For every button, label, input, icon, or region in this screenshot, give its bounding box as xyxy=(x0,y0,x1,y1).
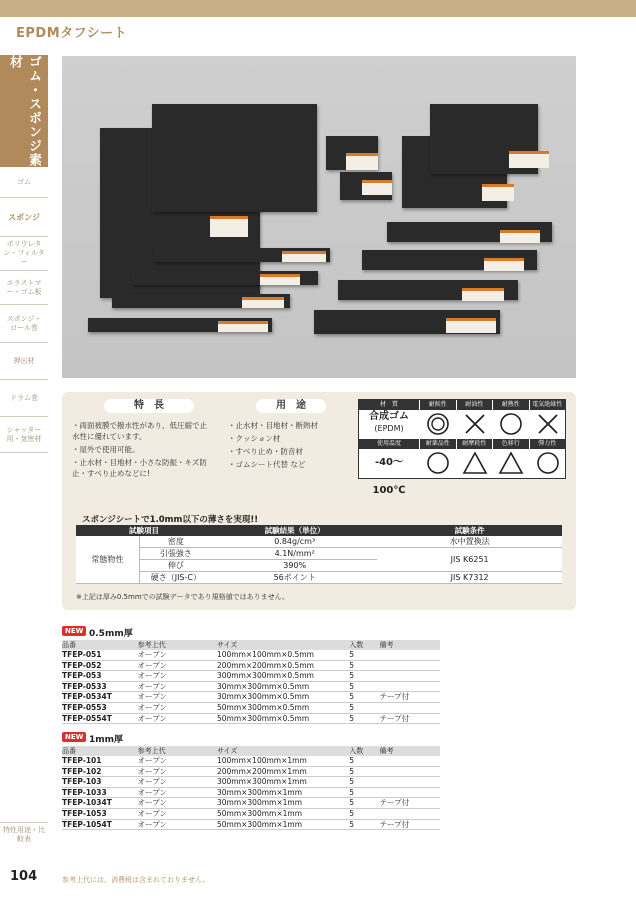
spec-header-cell: 入数 xyxy=(349,640,379,650)
circle-mark-icon xyxy=(425,450,451,476)
remarks xyxy=(380,650,441,660)
quantity: 5 xyxy=(349,766,379,777)
quantity: 5 xyxy=(349,671,379,682)
test-cell: 硬さ（JIS-C） xyxy=(139,572,212,584)
sidebar-item-drum[interactable]: ドラム巻 xyxy=(0,380,48,417)
quantity: 5 xyxy=(349,702,379,713)
spec-header-cell: 備考 xyxy=(380,640,441,650)
feature-item: ・屋外で使用可能。 xyxy=(72,445,140,454)
remarks xyxy=(380,681,441,692)
double-circle-mark-icon xyxy=(425,411,451,437)
spec-header-cell: サイズ xyxy=(217,640,349,650)
table-row xyxy=(62,660,440,671)
test-row xyxy=(76,536,562,548)
product-size: 200mm×200mm×1mm xyxy=(217,766,349,777)
test-cell: 56ポイント xyxy=(212,572,377,584)
test-cell: 引張強さ xyxy=(139,548,212,560)
use-item: ・ゴムシート代替 など xyxy=(228,460,306,469)
sidebar-heading: ゴム・スポンジ素材 xyxy=(0,55,48,167)
product-size: 100mm×100mm×0.5mm xyxy=(217,650,349,660)
product-label xyxy=(500,230,540,243)
reference-price: オープン xyxy=(138,692,217,703)
product-code: TFEP-1054T xyxy=(62,819,138,830)
table-row xyxy=(62,787,440,798)
test-note: ※上記は厚み0.5mmでの試験データであり規格値ではありません。 xyxy=(76,593,290,601)
product-size: 300mm×300mm×0.5mm xyxy=(217,671,349,682)
rating-label: 電気絶縁性 xyxy=(530,400,566,410)
product-size: 30mm×300mm×1mm xyxy=(217,787,349,798)
quantity: 5 xyxy=(349,787,379,798)
table-row xyxy=(62,766,440,777)
sidebar-item-sponge[interactable]: スポンジ xyxy=(0,198,48,237)
use-item: ・クッション材 xyxy=(228,434,281,443)
remarks: テープ付 xyxy=(380,819,441,830)
remarks xyxy=(380,777,441,788)
test-cell: JIS K7312 xyxy=(377,572,562,584)
reference-price: オープン xyxy=(138,777,217,788)
reference-price: オープン xyxy=(138,756,217,766)
test-cell: 390% xyxy=(212,560,377,572)
test-cell: JIS K6251 xyxy=(377,548,562,572)
test-lead: スポンジシートで1.0mm以下の薄さを実現!! xyxy=(82,515,259,525)
rating-label: 耐摩耗性 xyxy=(457,439,493,449)
product-size: 300mm×300mm×1mm xyxy=(217,777,349,788)
cross-mark-icon xyxy=(535,411,561,437)
reference-price: オープン xyxy=(138,808,217,819)
spec-table-1mm xyxy=(62,746,440,830)
product-size: 50mm×300mm×1mm xyxy=(217,819,349,830)
spec-header-cell: 参考上代 xyxy=(138,746,217,756)
test-group-label: 常態物性 xyxy=(76,536,139,584)
product-code: TFEP-103 xyxy=(62,777,138,788)
product-code: TFEP-1053 xyxy=(62,808,138,819)
reference-price: オープン xyxy=(138,787,217,798)
quantity: 5 xyxy=(349,756,379,766)
spec-header-cell: サイズ xyxy=(217,746,349,756)
product-code: TFEP-053 xyxy=(62,671,138,682)
uses-list xyxy=(228,420,352,472)
product-label xyxy=(260,274,300,285)
material-header: 材 質 xyxy=(359,400,419,410)
features-list xyxy=(72,420,212,481)
remarks xyxy=(380,671,441,682)
use-item: ・止水材・目地材・断熱材 xyxy=(228,421,318,430)
reference-price: オープン xyxy=(138,766,217,777)
product-code: TFEP-051 xyxy=(62,650,138,660)
product-code: TFEP-101 xyxy=(62,756,138,766)
category-sidebar xyxy=(0,55,48,453)
reference-price: オープン xyxy=(138,650,217,660)
spec-header-cell: 品番 xyxy=(62,640,138,650)
product-size: 50mm×300mm×0.5mm xyxy=(217,713,349,724)
product-label xyxy=(346,153,378,170)
new-badge: NEW xyxy=(62,732,86,742)
quantity: 5 xyxy=(349,819,379,830)
feature-panel xyxy=(62,392,576,610)
table-row xyxy=(62,671,440,682)
rating-label: 耐候性 xyxy=(420,400,456,410)
product-code: TFEP-1034T xyxy=(62,798,138,809)
sidebar-item-shutter[interactable]: シャッター用・気密材 xyxy=(0,417,48,453)
spec-header-row xyxy=(62,746,440,756)
top-bar xyxy=(0,0,636,17)
test-cell: 水中置換法 xyxy=(377,536,562,548)
test-cell: 密度 xyxy=(139,536,212,548)
product-label xyxy=(446,318,496,333)
product-label xyxy=(484,258,524,271)
table-row xyxy=(62,692,440,703)
product-code: TFEP-0533 xyxy=(62,681,138,692)
new-badge: NEW xyxy=(62,626,86,636)
product-label xyxy=(210,216,248,237)
quantity: 5 xyxy=(349,681,379,692)
table-row xyxy=(62,702,440,713)
section-title: 0.5mm厚 xyxy=(89,629,133,639)
remarks: テープ付 xyxy=(380,692,441,703)
table-row xyxy=(62,650,440,660)
product-size: 100mm×100mm×1mm xyxy=(217,756,349,766)
product-photo xyxy=(62,56,576,378)
product-label xyxy=(482,184,514,201)
spec-header-row xyxy=(62,640,440,650)
use-item: ・すべり止め・防音材 xyxy=(228,447,303,456)
quantity: 5 xyxy=(349,798,379,809)
sidebar-item-elastomer[interactable]: エラストマー・ゴム板 xyxy=(0,271,48,305)
quantity: 5 xyxy=(349,777,379,788)
feature-item: ・両面被膜で撥水性があり、低圧縮で止水性に優れています。 xyxy=(72,421,207,441)
product-code: TFEP-102 xyxy=(62,766,138,777)
sidebar-item-polyurethane[interactable]: ポリウレタン・フィルター xyxy=(0,237,48,271)
reference-price: オープン xyxy=(138,702,217,713)
product-size: 30mm×300mm×0.5mm xyxy=(217,692,349,703)
spec-header-cell: 参考上代 xyxy=(138,640,217,650)
remarks: テープ付 xyxy=(380,713,441,724)
table-row xyxy=(62,756,440,766)
quantity: 5 xyxy=(349,660,379,671)
product-size: 200mm×200mm×0.5mm xyxy=(217,660,349,671)
quantity: 5 xyxy=(349,713,379,724)
product-size: 50mm×300mm×0.5mm xyxy=(217,702,349,713)
remarks xyxy=(380,660,441,671)
test-col-condition: 試験条件 xyxy=(377,525,562,536)
test-table xyxy=(76,525,562,584)
remarks xyxy=(380,766,441,777)
spec-header-cell: 品番 xyxy=(62,746,138,756)
table-row xyxy=(62,808,440,819)
features-heading: 特 長 xyxy=(104,399,194,413)
feature-item: ・止水材・目地材・小さな防振・キズ防止・すべり止めなどに! xyxy=(72,458,207,478)
rating-label: 弾力性 xyxy=(530,439,566,449)
reference-price: オープン xyxy=(138,798,217,809)
product-label xyxy=(242,297,284,308)
reference-price: オープン xyxy=(138,681,217,692)
cross-mark-icon xyxy=(462,411,488,437)
remarks: テープ付 xyxy=(380,798,441,809)
circle-mark-icon xyxy=(498,411,524,437)
quantity: 5 xyxy=(349,692,379,703)
temp-header: 使用温度 xyxy=(359,439,419,449)
rating-label: 色移行 xyxy=(493,439,529,449)
rating-label: 耐熱性 xyxy=(493,400,529,410)
product-code: TFEP-0554T xyxy=(62,713,138,724)
reference-price: オープン xyxy=(138,660,217,671)
product-size: 30mm×300mm×0.5mm xyxy=(217,681,349,692)
spec-table-05mm xyxy=(62,640,440,724)
page-title: EPDMタフシート xyxy=(16,26,128,41)
test-cell: 4.1N/mm² xyxy=(212,548,377,560)
rating-label: 耐薬品性 xyxy=(420,439,456,449)
spec-header-cell: 入数 xyxy=(349,746,379,756)
table-row xyxy=(62,798,440,809)
remarks xyxy=(380,808,441,819)
test-row xyxy=(76,572,562,584)
sidebar-item-extrusion[interactable]: 押出材 xyxy=(0,343,48,380)
table-row xyxy=(62,713,440,724)
remarks xyxy=(380,787,441,798)
sidebar-footer-link[interactable]: 特性用途・比較表 xyxy=(0,822,48,844)
product-code: TFEP-0534T xyxy=(62,692,138,703)
test-header-row xyxy=(76,525,562,536)
section-title: 1mm厚 xyxy=(89,735,124,745)
photo-sheet xyxy=(152,104,317,212)
sidebar-item-rubber[interactable]: ゴム xyxy=(0,167,48,198)
product-label xyxy=(362,180,392,195)
product-size: 30mm×300mm×1mm xyxy=(217,798,349,809)
property-table xyxy=(358,399,566,496)
product-label xyxy=(282,251,326,262)
temp-cell: -40～100℃ xyxy=(372,457,406,496)
table-row xyxy=(62,681,440,692)
triangle-mark-icon xyxy=(462,450,488,476)
spec-header-cell: 備考 xyxy=(380,746,441,756)
test-cell: 0.84g/cm³ xyxy=(212,536,377,548)
page-number: 104 xyxy=(10,869,38,884)
test-row xyxy=(76,548,562,560)
rating-label: 耐油性 xyxy=(457,400,493,410)
test-col-item: 試験項目 xyxy=(76,525,212,536)
test-col-result: 試験結果（単位） xyxy=(212,525,377,536)
quantity: 5 xyxy=(349,650,379,660)
uses-heading: 用 途 xyxy=(256,399,326,413)
triangle-mark-icon xyxy=(498,450,524,476)
product-label xyxy=(509,151,549,168)
quantity: 5 xyxy=(349,808,379,819)
product-label xyxy=(462,288,504,301)
product-code: TFEP-1033 xyxy=(62,787,138,798)
material-cell: 合成ゴム (EPDM) xyxy=(369,411,409,433)
remarks xyxy=(380,702,441,713)
reference-price: オープン xyxy=(138,713,217,724)
footer-note: 参考上代には、消費税は含まれておりません。 xyxy=(62,876,210,884)
reference-price: オープン xyxy=(138,671,217,682)
table-row xyxy=(62,819,440,830)
sidebar-item-sponge-roll[interactable]: スポンジ・ロール巻 xyxy=(0,305,48,343)
product-code: TFEP-052 xyxy=(62,660,138,671)
product-label xyxy=(218,321,268,332)
test-cell: 伸び xyxy=(139,560,212,572)
table-row xyxy=(62,777,440,788)
remarks xyxy=(380,756,441,766)
circle-mark-icon xyxy=(535,450,561,476)
product-code: TFEP-0553 xyxy=(62,702,138,713)
reference-price: オープン xyxy=(138,819,217,830)
product-size: 50mm×300mm×1mm xyxy=(217,808,349,819)
